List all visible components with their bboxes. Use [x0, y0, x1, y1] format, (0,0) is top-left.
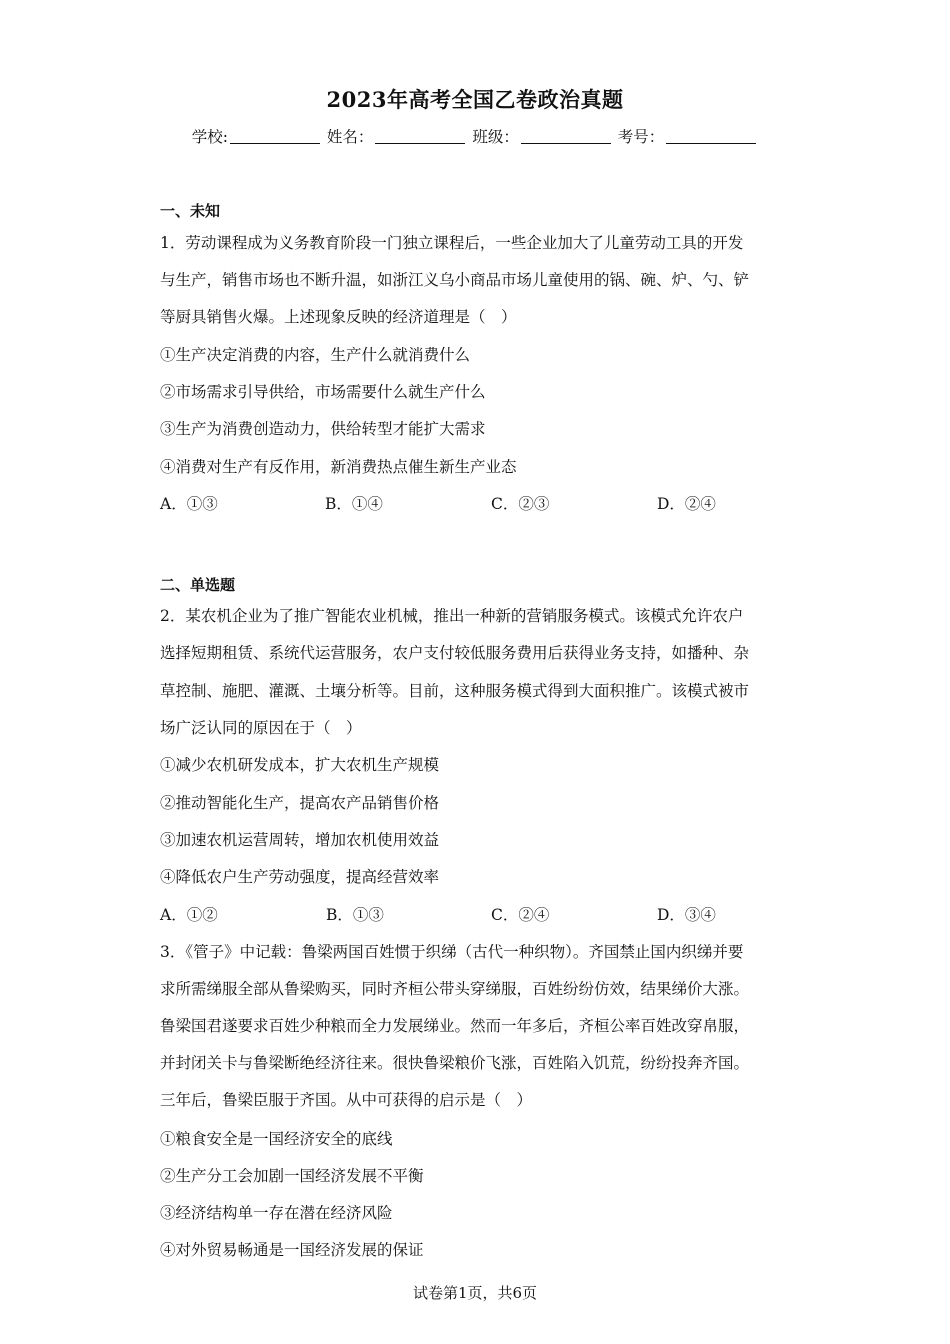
section-heading-unknown: 一、未知: [160, 202, 221, 220]
q3-stem-line: 求所需绨服全部从鲁梁购买，同时齐桓公带头穿绨服，百姓纷纷仿效，结果绨价大涨。: [160, 980, 750, 998]
name-label: 姓名：: [326, 128, 374, 146]
q3-option: ②生产分工会加剧一国经济发展不平衡: [160, 1167, 424, 1185]
q2-option: ③加速农机运营周转，增加农机使用效益: [160, 831, 440, 849]
q1-stem-line: 1．劳动课程成为义务教育阶段一门独立课程后，一些企业加大了儿童劳动工具的开发: [160, 234, 744, 252]
q1-choice-d[interactable]: D．②④: [657, 495, 716, 513]
q3-option: ①粮食安全是一国经济安全的底线: [160, 1130, 393, 1148]
student-info-line: [0, 125, 950, 147]
class-blank[interactable]: [521, 127, 611, 144]
q2-choice-d[interactable]: D．③④: [657, 906, 716, 924]
exam-no-blank[interactable]: [666, 127, 756, 144]
exam-no-label: 考号：: [617, 128, 665, 146]
q2-stem-line: 草控制、施肥、灌溉、土壤分析等。目前，这种服务模式得到大面积推广。该模式被市: [160, 682, 750, 700]
q3-stem-line: 并封闭关卡与鲁梁断绝经济往来。很快鲁梁粮价飞涨，百姓陷入饥荒，纷纷投奔齐国。: [160, 1054, 750, 1072]
q2-choices: [160, 903, 800, 925]
q3-stem-line: 3．《管子》中记载：鲁梁两国百姓惯于织绨（古代一种织物）。齐国禁止国内织绨并要: [160, 943, 744, 961]
page-footer: 试卷第1页，共6页: [412, 1284, 538, 1302]
q2-choice-a[interactable]: A．①②: [160, 906, 218, 924]
q3-option: ③经济结构单一存在潜在经济风险: [160, 1204, 393, 1222]
q1-option: ③生产为消费创造动力，供给转型才能扩大需求: [160, 420, 486, 438]
q2-option: ①减少农机研发成本，扩大农机生产规模: [160, 756, 440, 774]
q2-choice-c[interactable]: C．②④: [491, 906, 550, 924]
q2-stem-line: 2．某农机企业为了推广智能农业机械，推出一种新的营销服务模式。该模式允许农户: [160, 607, 744, 625]
q3-stem-line: 鲁梁国君遂要求百姓少种粮而全力发展绨业。然而一年多后，齐桓公率百姓改穿帛服，: [160, 1017, 750, 1035]
school-blank[interactable]: [230, 127, 320, 144]
q1-choice-b[interactable]: B．①④: [325, 495, 383, 513]
q1-stem-line: 与生产，销售市场也不断升温，如浙江义乌小商品市场儿童使用的锅、碗、炉、勺、铲: [160, 271, 750, 289]
q2-option: ④降低农户生产劳动强度，提高经营效率: [160, 868, 440, 886]
school-label: 学校:: [191, 128, 228, 146]
q2-stem-line: 选择短期租赁、系统代运营服务，农户支付较低服务费用后获得业务支持，如播种、杂: [160, 644, 750, 662]
class-label: 班级：: [472, 128, 519, 146]
q1-option: ①生产决定消费的内容，生产什么就消费什么: [160, 346, 471, 364]
q3-stem-line: 三年后，鲁梁臣服于齐国。从中可获得的启示是（ ）: [160, 1091, 533, 1109]
q1-choices: [160, 492, 800, 514]
q2-choice-b[interactable]: B．①③: [326, 906, 384, 924]
q3-option: ④对外贸易畅通是一国经济发展的保证: [160, 1241, 424, 1259]
q1-choice-c[interactable]: C．②③: [491, 495, 550, 513]
q1-stem-line: 等厨具销售火爆。上述现象反映的经济道理是（ ）: [160, 308, 517, 326]
q1-option: ②市场需求引导供给，市场需要什么就生产什么: [160, 383, 486, 401]
section-heading-single-choice: 二、单选题: [160, 576, 236, 594]
q1-choice-a[interactable]: A．①③: [160, 495, 218, 513]
name-blank[interactable]: [375, 127, 465, 144]
exam-title: 2023年高考全国乙卷政治真题: [326, 87, 624, 112]
q1-option: ④消费对生产有反作用，新消费热点催生新生产业态: [160, 458, 517, 476]
q2-option: ②推动智能化生产，提高农产品销售价格: [160, 794, 440, 812]
q2-stem-line: 场广泛认同的原因在于（ ）: [160, 719, 362, 737]
